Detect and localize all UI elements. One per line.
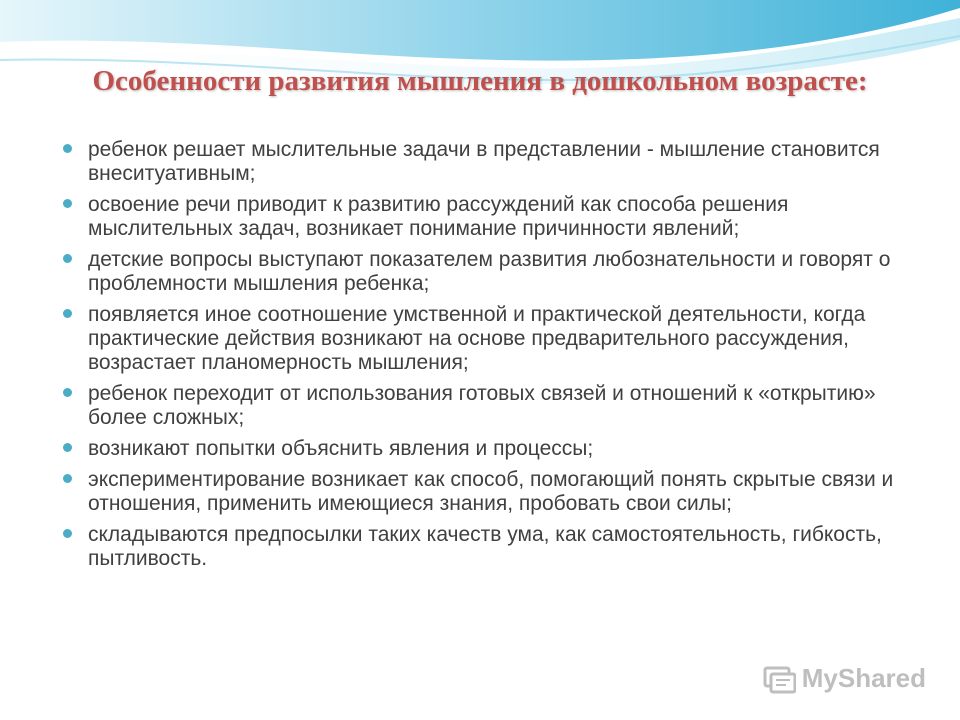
myshared-watermark xyxy=(762,663,926,694)
bullet-item: экспериментирование возникает как способ, помогающий понять скрытые связи и отношения, применить имеющиеся знания, пробовать свои силы; xyxy=(60,468,910,516)
bullet-item: складываются предпосылки таких качеств ума, как самостоятельность, гибкость, пытливость. xyxy=(60,523,910,571)
myshared-logo-icon xyxy=(762,664,796,694)
bullet-list xyxy=(60,138,910,578)
bullet-item: возникают попытки объяснить явления и процессы; xyxy=(60,437,910,461)
bullet-item: ребенок решает мыслительные задачи в представлении - мышление становится внеситуативным; xyxy=(60,138,910,186)
slide-title: Особенности развития мышления в дошкольном возрасте: xyxy=(92,65,868,97)
bullet-item: появляется иное соотношение умственной и практической деятельности, когда практические действия возникают на основе предварительного рассуждения, возрастает планомерность мышления; xyxy=(60,303,910,375)
watermark-text: MyShared xyxy=(801,663,926,693)
bullet-item: освоение речи приводит к развитию рассуждений как способа решения мыслительных задач, возникает понимание причинности явлений; xyxy=(60,193,910,241)
bullet-item: ребенок переходит от использования готовых связей и отношений к «открытию» более сложных; xyxy=(60,382,910,430)
bullet-item: детские вопросы выступают показателем развития любознательности и говорят о проблемности мышления ребенка; xyxy=(60,248,910,296)
